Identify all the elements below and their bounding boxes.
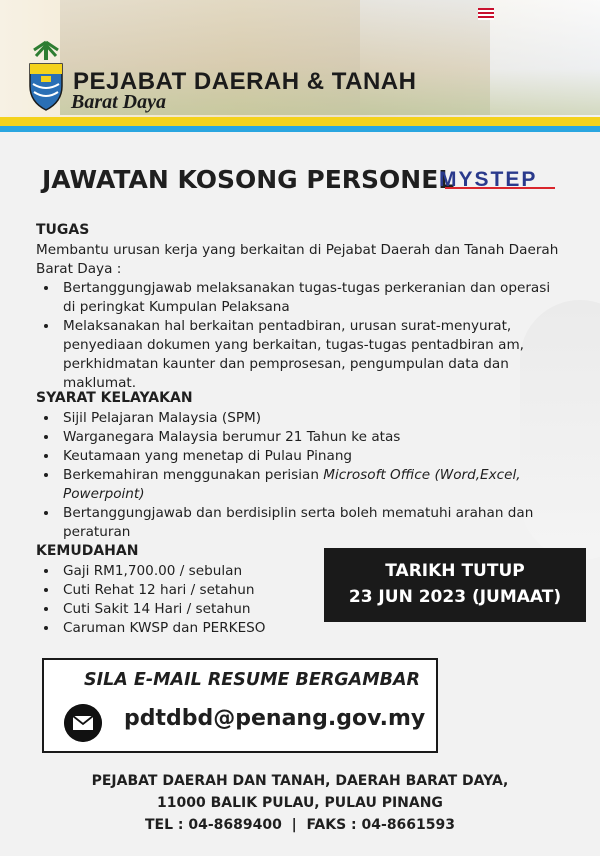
footer-address: [0, 770, 600, 836]
syarat-heading: SYARAT KELAYAKAN: [36, 390, 193, 406]
syarat-list: [36, 409, 566, 542]
email-box: [42, 658, 438, 753]
penang-crest-icon: [24, 40, 68, 112]
footer-line-2: 11000 BALIK PULAU, PULAU PINANG: [157, 795, 443, 811]
flag-icon: [478, 8, 494, 20]
org-subtitle: Barat Daya: [71, 91, 166, 113]
kemudahan-list: [36, 562, 316, 638]
list-item: • Bertanggungjawab melaksanakan tugas-tugas perkeranian dan operasi di peringkat Kumpulan Pelaksana: [59, 279, 566, 317]
org-title: PEJABAT DAERAH & TANAH: [73, 68, 417, 95]
software-name: Microsoft Office (Word,Excel, Powerpoint): [63, 467, 521, 502]
list-item: • Cuti Rehat 12 hari / setahun: [59, 581, 316, 600]
closing-date-box: [324, 548, 586, 622]
kemudahan-heading: KEMUDAHAN: [36, 543, 139, 559]
footer-contact: TEL : 04-8689400 | FAKS : 04-8661593: [144, 817, 456, 833]
email-address[interactable]: pdtdbd@penang.gov.my: [124, 706, 426, 731]
mystep-logo-text: MYSTEP: [439, 168, 538, 190]
mail-icon: [64, 704, 102, 742]
list-item: • Keutamaan yang menetap di Pulau Pinang: [59, 447, 566, 466]
footer-line-1: PEJABAT DAERAH DAN TANAH, DAERAH BARAT DAYA,: [91, 773, 509, 789]
building-photo: [360, 0, 490, 115]
software-prefix: Berkemahiran menggunakan perisian: [63, 467, 324, 483]
list-item: [59, 466, 566, 504]
syarat-section: [36, 389, 566, 542]
mystep-logo: [437, 166, 563, 190]
tugas-list: [36, 279, 566, 393]
list-item: • Gaji RM1,700.00 / sebulan: [59, 562, 316, 581]
yellow-stripe: [0, 117, 600, 126]
tugas-section: [36, 221, 566, 393]
page-title: JAWATAN KOSONG PERSONEL: [42, 165, 455, 194]
tugas-heading: TUGAS: [36, 222, 90, 238]
list-item: • Sijil Pelajaran Malaysia (SPM): [59, 409, 566, 428]
kemudahan-section: [36, 542, 316, 638]
email-heading: SILA E-MAIL RESUME BERGAMBAR: [84, 670, 420, 690]
list-item: • Caruman KWSP dan PERKESO: [59, 619, 316, 638]
list-item: • Melaksanakan hal berkaitan pentadbiran, urusan surat-menyurat, penyediaan dokumen yang berkaitan, tugas-tugas pentadbiran am, perkhidmatan kaunter dan pemprosesan, pengumpulan data dan maklumat.: [59, 317, 566, 393]
building-photo: [490, 0, 600, 115]
closing-date: 23 JUN 2023 (JUMAAT): [348, 587, 562, 607]
header-banner: [0, 0, 600, 120]
list-item: • Bertanggungjawab dan berdisiplin serta boleh mematuhi arahan dan peraturan: [59, 504, 566, 542]
list-item: • Cuti Sakit 14 Hari / setahun: [59, 600, 316, 619]
blue-stripe: [0, 126, 600, 132]
list-item: • Warganegara Malaysia berumur 21 Tahun ke atas: [59, 428, 566, 447]
closing-label: TARIKH TUTUP: [385, 561, 525, 581]
tugas-intro: Membantu urusan kerja yang berkaitan di Pejabat Daerah dan Tanah Daerah Barat Daya :: [36, 242, 559, 277]
